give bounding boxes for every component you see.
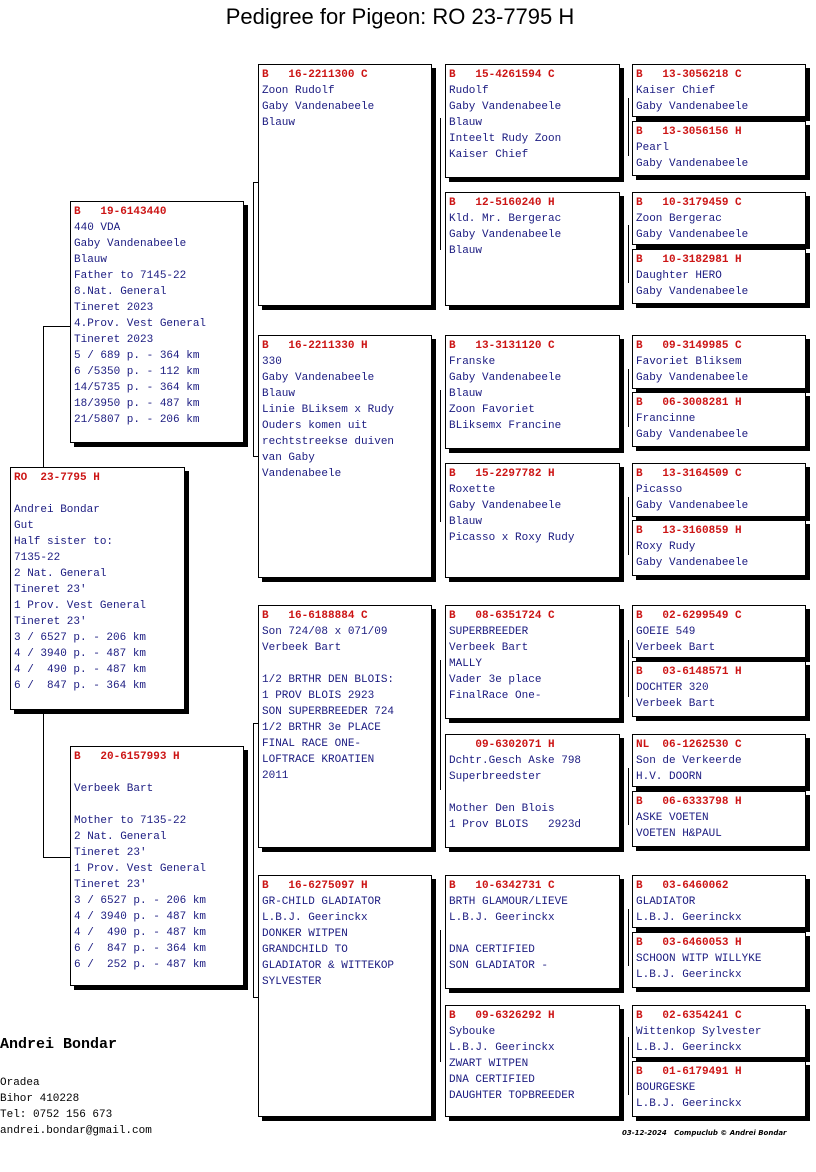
subject-pigeon-card bbox=[10, 467, 185, 710]
pigeon-details: GLADIATOR L.B.J. Geerinckx bbox=[636, 896, 742, 924]
owner-contact bbox=[0, 1075, 152, 1139]
ring-number: B 06-6333798 H bbox=[636, 796, 742, 808]
connector-line bbox=[253, 182, 254, 456]
connector-line bbox=[628, 640, 629, 697]
ring-number: B 19-6143440 bbox=[74, 206, 167, 218]
owner-phone: Tel: 0752 156 673 bbox=[0, 1109, 113, 1121]
grandparent-card bbox=[258, 335, 432, 578]
sire-card bbox=[70, 201, 244, 443]
pigeon-details: Verbeek Bart Mother to 7135-22 2 Nat. General Tineret 23' 1 Prov. Vest General Tineret 23' 3 / 6527 p. - 206 km 4 / 3940 p. - 487 km 4 / 490 p. - 487 km 6 / 847 p. - 364 km 6 / 252 p. - 487 km bbox=[74, 783, 207, 971]
pigeon-details: Rudolf Gaby Vandenabeele Blauw Inteelt Rudy Zoon Kaiser Chief bbox=[449, 85, 562, 161]
connector-line bbox=[440, 118, 441, 250]
g4-card bbox=[632, 192, 806, 245]
pigeon-details: Favoriet Bliksem Gaby Vandenabeele bbox=[636, 356, 749, 384]
g4-card bbox=[632, 875, 806, 928]
ring-number: B 13-3160859 H bbox=[636, 525, 742, 537]
great-grandparent-card bbox=[445, 1005, 620, 1117]
ring-number: B 16-2211300 C bbox=[262, 69, 368, 81]
ring-number: B 09-6326292 H bbox=[449, 1010, 555, 1022]
g4-card bbox=[632, 520, 806, 576]
g4-card bbox=[632, 249, 806, 304]
owner-region: Bihor 410228 bbox=[0, 1093, 80, 1105]
great-grandparent-card bbox=[445, 463, 620, 578]
connector-line bbox=[628, 909, 629, 966]
g4-card bbox=[632, 463, 806, 517]
pigeon-details: SCHOON WITP WILLYKE L.B.J. Geerinckx bbox=[636, 953, 762, 981]
g4-card bbox=[632, 64, 806, 117]
connector-line bbox=[628, 497, 629, 555]
ring-number: B 20-6157993 H bbox=[74, 751, 180, 763]
ring-number: B 15-2297782 H bbox=[449, 468, 555, 480]
g4-card bbox=[632, 791, 806, 847]
g4-card bbox=[632, 1061, 806, 1117]
connector-line bbox=[440, 660, 441, 790]
connector-line bbox=[628, 225, 629, 283]
great-grandparent-card bbox=[445, 605, 620, 719]
ring-number: B 16-6188884 C bbox=[262, 610, 368, 622]
ring-number: B 15-4261594 C bbox=[449, 69, 555, 81]
great-grandparent-card bbox=[445, 734, 620, 848]
great-grandparent-card bbox=[445, 192, 620, 306]
footer bbox=[622, 1129, 787, 1137]
pigeon-details: Son 724/08 x 071/09 Verbeek Bart 1/2 BRTHR DEN BLOIS: 1 PROV BLOIS 2923 SON SUPERBREEDER 724 1/2 BRTHR 3e PLACE FINAL RACE ONE- LOFTRACE KROATIEN 2011 bbox=[262, 626, 395, 782]
connector-line bbox=[440, 930, 441, 1062]
ring-number: B 03-6460062 bbox=[636, 880, 729, 892]
ring-number: B 10-3182981 H bbox=[636, 254, 742, 266]
g4-card bbox=[632, 335, 806, 389]
owner-city: Oradea bbox=[0, 1077, 40, 1089]
pigeon-details: Sybouke L.B.J. Geerinckx ZWART WITPEN DNA CERTIFIED DAUGHTER TOPBREEDER bbox=[449, 1026, 575, 1102]
pigeon-details: BOURGESKE L.B.J. Geerinckx bbox=[636, 1082, 742, 1110]
connector-line bbox=[43, 326, 70, 327]
page-title: Pedigree for Pigeon: RO 23-7795 H bbox=[225, 4, 575, 29]
ring-number: B 16-2211330 H bbox=[262, 340, 368, 352]
ring-number: B 10-3179459 C bbox=[636, 197, 742, 209]
owner-email: andrei.bondar@gmail.com bbox=[0, 1125, 152, 1137]
great-grandparent-card bbox=[445, 875, 620, 989]
ring-number: B 12-5160240 H bbox=[449, 197, 555, 209]
ring-number: B 01-6179491 H bbox=[636, 1066, 742, 1078]
ring-number: B 16-6275097 H bbox=[262, 880, 368, 892]
pigeon-details: Francinne Gaby Vandenabeele bbox=[636, 413, 749, 441]
pigeon-details: Franske Gaby Vandenabeele Blauw Zoon Favoriet BLiksemx Francine bbox=[449, 356, 562, 432]
great-grandparent-card bbox=[445, 335, 620, 449]
pigeon-details: Roxette Gaby Vandenabeele Blauw Picasso x Roxy Rudy bbox=[449, 484, 575, 544]
connector-line bbox=[628, 768, 629, 825]
connector-line bbox=[440, 390, 441, 522]
g4-card bbox=[632, 605, 806, 658]
g4-card bbox=[632, 734, 806, 787]
ring-number: B 02-6299549 C bbox=[636, 610, 742, 622]
pigeon-details: Dchtr.Gesch Aske 798 Superbreedster Mother Den Blois 1 Prov BLOIS 2923d bbox=[449, 755, 582, 831]
ring-number: NL 06-1262530 C bbox=[636, 739, 742, 751]
owner-name: Andrei Bondar bbox=[0, 1036, 118, 1053]
ring-number: B 03-6148571 H bbox=[636, 666, 742, 678]
pigeon-details: Zoon Rudolf Gaby Vandenabeele Blauw bbox=[262, 85, 375, 129]
pigeon-details: Picasso Gaby Vandenabeele bbox=[636, 484, 749, 512]
pigeon-details: GOEIE 549 Verbeek Bart bbox=[636, 626, 716, 654]
connector-line bbox=[253, 723, 254, 997]
connector-line bbox=[43, 710, 44, 857]
pigeon-details: Zoon Bergerac Gaby Vandenabeele bbox=[636, 213, 749, 241]
pigeon-details: ASKE VOETEN VOETEN H&PAUL bbox=[636, 812, 722, 840]
g4-card bbox=[632, 392, 806, 447]
pigeon-details: GR-CHILD GLADIATOR L.B.J. Geerinckx DONKER WITPEN GRANDCHILD TO GLADIATOR & WITTEKOP SYLVESTER bbox=[262, 896, 395, 988]
g4-card bbox=[632, 661, 806, 717]
pigeon-details: BRTH GLAMOUR/LIEVE L.B.J. Geerinckx DNA CERTIFIED SON GLADIATOR - bbox=[449, 896, 568, 972]
pigeon-details: Daughter HERO Gaby Vandenabeele bbox=[636, 270, 749, 298]
footer-date: 03-12-2024 bbox=[622, 1129, 667, 1137]
footer-credit: Compuclub © Andrei Bondar bbox=[674, 1129, 787, 1137]
g4-card bbox=[632, 1005, 806, 1058]
connector-line bbox=[628, 98, 629, 156]
dam-card bbox=[70, 746, 244, 986]
grandparent-card bbox=[258, 875, 432, 1117]
pigeon-details: 440 VDA Gaby Vandenabeele Blauw Father to 7145-22 8.Nat. General Tineret 2023 4.Prov. Vest General Tineret 2023 5 / 689 p. - 364 km 6 /5350 p. - 112 km 14/5735 p. - 364 km 18/3950 p. - 487 km 21/5807 p. - 206 km bbox=[74, 222, 207, 426]
connector-line bbox=[43, 326, 44, 468]
pigeon-details: Kld. Mr. Bergerac Gaby Vandenabeele Blauw bbox=[449, 213, 562, 257]
ring-number: B 02-6354241 C bbox=[636, 1010, 742, 1022]
ring-number: B 06-3008281 H bbox=[636, 397, 742, 409]
pigeon-details: Kaiser Chief Gaby Vandenabeele bbox=[636, 85, 749, 113]
g4-card bbox=[632, 121, 806, 176]
grandparent-card bbox=[258, 605, 432, 848]
connector-line bbox=[43, 857, 70, 858]
pigeon-details: Roxy Rudy Gaby Vandenabeele bbox=[636, 541, 749, 569]
ring-number: B 03-6460053 H bbox=[636, 937, 742, 949]
connector-line bbox=[628, 369, 629, 427]
pigeon-details: SUPERBREEDER Verbeek Bart MALLY Vader 3e place FinalRace One- bbox=[449, 626, 542, 702]
pigeon-details: Pearl Gaby Vandenabeele bbox=[636, 142, 749, 170]
pigeon-details: Wittenkop Sylvester L.B.J. Geerinckx bbox=[636, 1026, 762, 1054]
ring-number: B 08-6351724 C bbox=[449, 610, 555, 622]
ring-number: 09-6302071 H bbox=[449, 739, 555, 751]
connector-line bbox=[628, 1037, 629, 1095]
great-grandparent-card bbox=[445, 64, 620, 178]
ring-number: RO 23-7795 H bbox=[14, 472, 100, 484]
pigeon-details: 330 Gaby Vandenabeele Blauw Linie BLiksem x Rudy Ouders komen uit rechtstreekse duiven van Gaby Vandenabeele bbox=[262, 356, 395, 480]
ring-number: B 13-3164509 C bbox=[636, 468, 742, 480]
ring-number: B 13-3056156 H bbox=[636, 126, 742, 138]
ring-number: B 13-3131120 C bbox=[449, 340, 555, 352]
grandparent-card bbox=[258, 64, 432, 306]
pigeon-details: Son de Verkeerde H.V. DOORN bbox=[636, 755, 742, 783]
ring-number: B 10-6342731 C bbox=[449, 880, 555, 892]
pigeon-details: Andrei Bondar Gut Half sister to: 7135-22 2 Nat. General Tineret 23' 1 Prov. Vest General Tineret 23' 3 / 6527 p. - 206 km 4 / 3940 p. - 487 km 4 / 490 p. - 487 km 6 / 847 p. - 364 km bbox=[14, 504, 147, 692]
pigeon-details: DOCHTER 320 Verbeek Bart bbox=[636, 682, 716, 710]
ring-number: B 13-3056218 C bbox=[636, 69, 742, 81]
ring-number: B 09-3149985 C bbox=[636, 340, 742, 352]
g4-card bbox=[632, 932, 806, 988]
